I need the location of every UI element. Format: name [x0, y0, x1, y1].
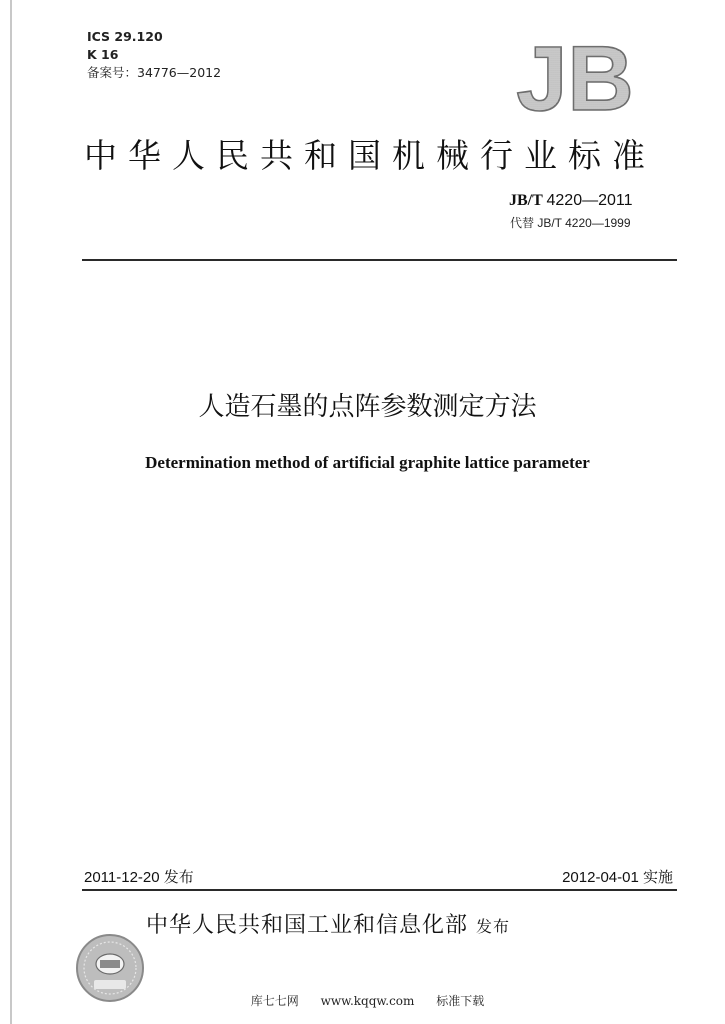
issuing-authority-title: 中华人民共和国机械行业标准 — [84, 136, 656, 175]
replaces-standard: 代替 JB/T 4220—1999 — [510, 216, 631, 230]
publisher-line — [146, 908, 510, 939]
publisher-suffix: 发布 — [476, 917, 511, 936]
standard-digits: 4220—2011 — [546, 192, 633, 209]
logo-text: JB — [516, 40, 634, 116]
document-title-en: Determination method of artificial graphite lattice parameter — [145, 453, 590, 472]
jb-logo-icon — [505, 40, 645, 116]
footer-site-name: 库七七网 — [250, 994, 299, 1008]
scan-spine-edge — [10, 0, 12, 1024]
classification-block — [87, 28, 221, 82]
document-title-cn: 人造石墨的点阵参数测定方法 — [198, 392, 537, 422]
footer-tagline: 标准下载 — [436, 994, 485, 1008]
header-divider — [82, 259, 677, 261]
ics-code: ICS 29.120 — [87, 29, 163, 44]
standard-prefix: JB/T — [509, 192, 543, 209]
footer-divider — [82, 889, 677, 891]
standard-number — [509, 192, 649, 210]
download-source-footer — [0, 992, 725, 1009]
publisher-name: 中华人民共和国工业和信息化部 — [146, 913, 469, 938]
effective-date: 2012-04-01 实施 — [562, 869, 673, 886]
issue-date: 2011-12-20 发布 — [84, 869, 194, 886]
class-code: K 16 — [87, 47, 119, 62]
footer-url[interactable]: www.kqqw.com — [320, 994, 415, 1008]
record-number: 备案号：34776—2012 — [87, 65, 222, 80]
